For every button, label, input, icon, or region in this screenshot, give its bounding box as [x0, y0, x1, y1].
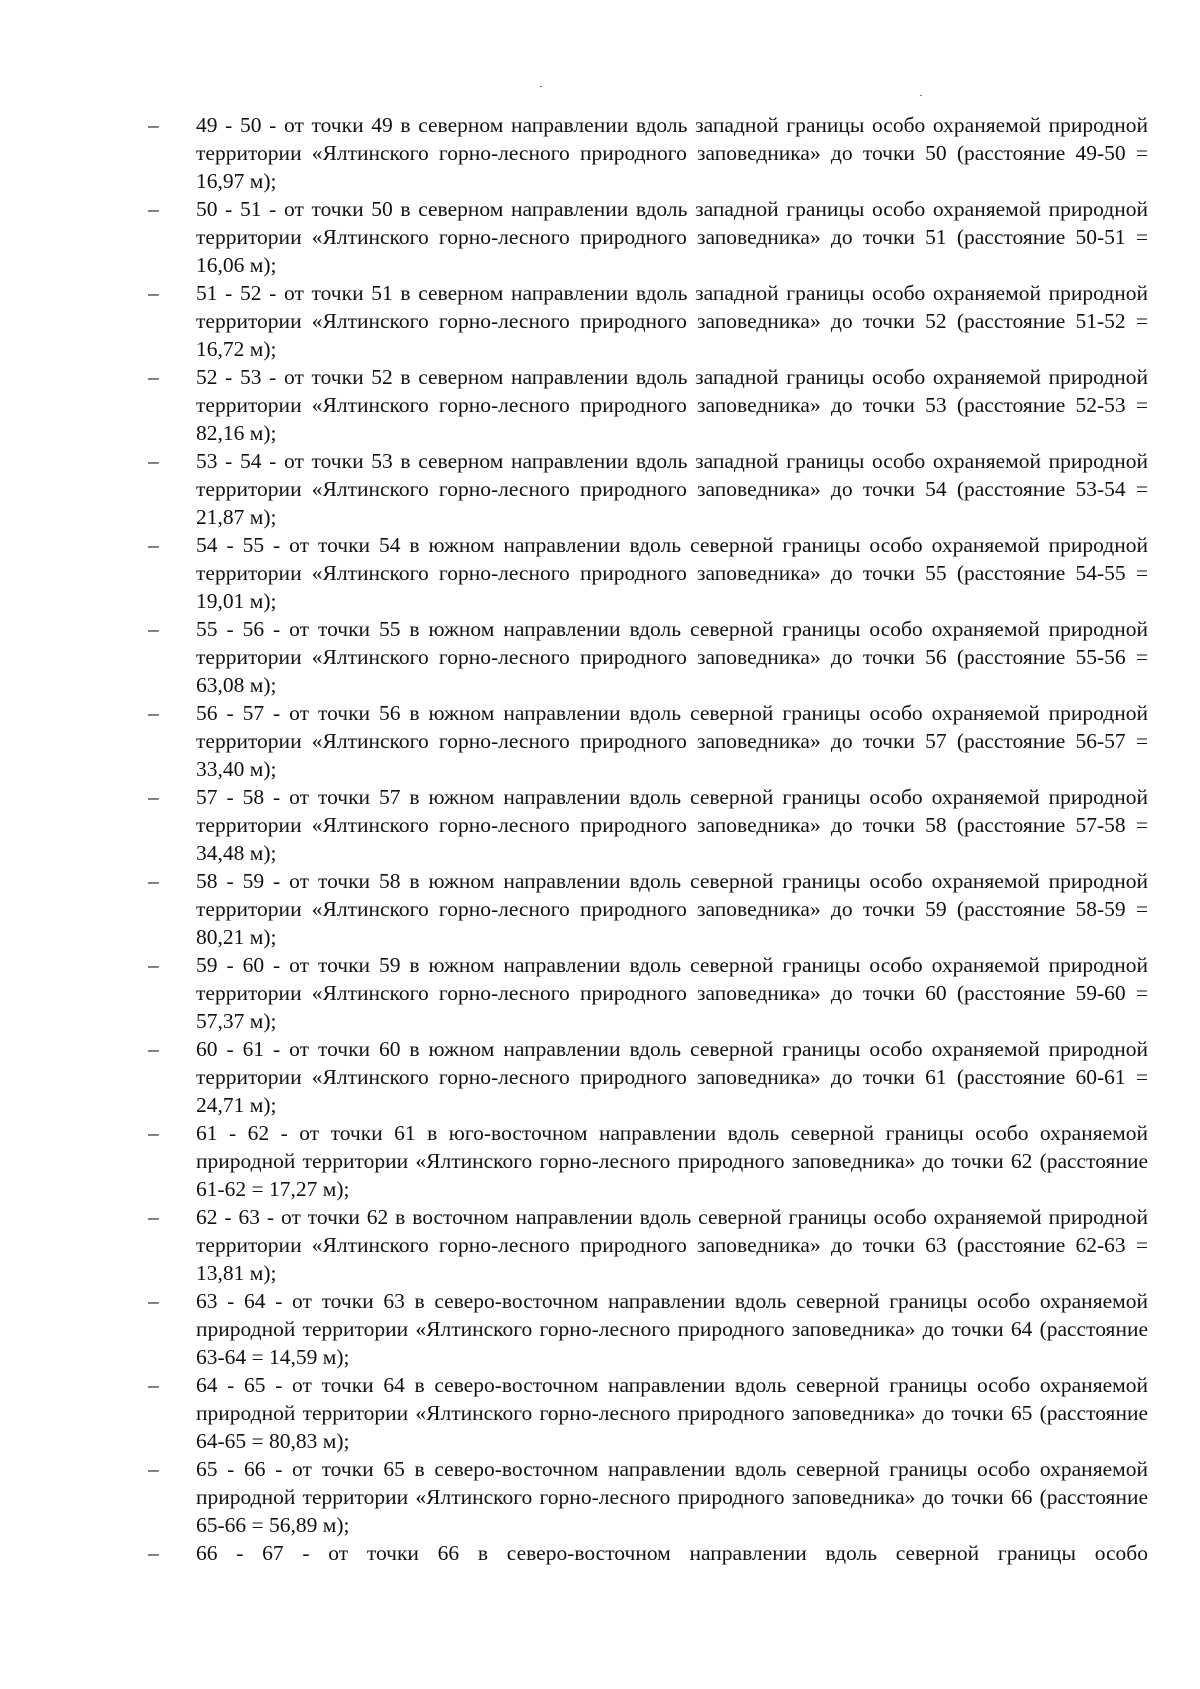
list-item: [148, 1035, 1148, 1119]
list-item-text: 52 - 53 - от точки 52 в северном направлении вдоль западной границы особо охраняемой природной территории «Ялтинского горно-лесного природного заповедника» до точки 53 (расстояние 52-53 = 82,16 м);: [196, 365, 1148, 445]
list-dash: –: [148, 1205, 159, 1229]
list-item-text: 51 - 52 - от точки 51 в северном направлении вдоль западной границы особо охраняемой природной территории «Ялтинского горно-лесного природного заповедника» до точки 52 (расстояние 51-52 = 16,72 м);: [196, 281, 1148, 361]
list-dash: –: [148, 449, 159, 473]
list-item: [148, 867, 1148, 951]
list-item-text: 66 - 67 - от точки 66 в северо-восточном направлении вдоль северной границы особо: [196, 1541, 1148, 1565]
list-dash: –: [148, 869, 159, 893]
list-item: [148, 447, 1148, 531]
boundary-description-list: [148, 111, 1148, 1567]
list-item-text: 59 - 60 - от точки 59 в южном направлении вдоль северной границы особо охраняемой природной территории «Ялтинского горно-лесного природного заповедника» до точки 60 (расстояние 59-60 = 57,37 м);: [196, 953, 1148, 1033]
list-dash: –: [148, 281, 159, 305]
list-item: [148, 1119, 1148, 1203]
list-item: [148, 279, 1148, 363]
list-item: [148, 111, 1148, 195]
list-dash: –: [148, 1121, 159, 1145]
list-item-text: 64 - 65 - от точки 64 в северо-восточном направлении вдоль северной границы особо охраняемой природной территории «Ялтинского горно-лесного природного заповедника» до точки 65 (расстояние 64-65 = 80,83 м);: [196, 1373, 1148, 1453]
list-dash: –: [148, 953, 159, 977]
list-item-text: 61 - 62 - от точки 61 в юго-восточном направлении вдоль северной границы особо охраняемой природной территории «Ялтинского горно-лесного природного заповедника» до точки 62 (расстояние 61-62 = 17,27 м);: [196, 1121, 1148, 1201]
list-item-text: 60 - 61 - от точки 60 в южном направлении вдоль северной границы особо охраняемой природной территории «Ялтинского горно-лесного природного заповедника» до точки 61 (расстояние 60-61 = 24,71 м);: [196, 1037, 1148, 1117]
list-item: [148, 951, 1148, 1035]
list-item: [148, 783, 1148, 867]
list-dash: –: [148, 113, 159, 137]
list-item: [148, 363, 1148, 447]
list-dash: –: [148, 1457, 159, 1481]
list-item: [148, 1371, 1148, 1455]
list-item-text: 49 - 50 - от точки 49 в северном направлении вдоль западной границы особо охраняемой природной территории «Ялтинского горно-лесного природного заповедника» до точки 50 (расстояние 49-50 = 16,97 м);: [196, 113, 1148, 193]
list-dash: –: [148, 785, 159, 809]
list-item-text: 58 - 59 - от точки 58 в южном направлении вдоль северной границы особо охраняемой природной территории «Ялтинского горно-лесного природного заповедника» до точки 59 (расстояние 58-59 = 80,21 м);: [196, 869, 1148, 949]
list-item-text: 54 - 55 - от точки 54 в южном направлении вдоль северной границы особо охраняемой природной территории «Ялтинского горно-лесного природного заповедника» до точки 55 (расстояние 54-55 = 19,01 м);: [196, 533, 1148, 613]
list-item: [148, 1455, 1148, 1539]
list-item: [148, 195, 1148, 279]
list-dash: –: [148, 1373, 159, 1397]
list-item-text: 62 - 63 - от точки 62 в восточном направлении вдоль северной границы особо охраняемой природной территории «Ялтинского горно-лесного природного заповедника» до точки 63 (расстояние 62-63 = 13,81 м);: [196, 1205, 1148, 1285]
list-item: [148, 1539, 1148, 1567]
list-dash: –: [148, 1037, 159, 1061]
list-item-text: 55 - 56 - от точки 55 в южном направлении вдоль северной границы особо охраняемой природной территории «Ялтинского горно-лесного природного заповедника» до точки 56 (расстояние 55-56 = 63,08 м);: [196, 617, 1148, 697]
list-item-text: 50 - 51 - от точки 50 в северном направлении вдоль западной границы особо охраняемой природной территории «Ялтинского горно-лесного природного заповедника» до точки 51 (расстояние 50-51 = 16,06 м);: [196, 197, 1148, 277]
list-item: [148, 1287, 1148, 1371]
list-dash: –: [148, 533, 159, 557]
list-item-text: 65 - 66 - от точки 65 в северо-восточном направлении вдоль северной границы особо охраняемой природной территории «Ялтинского горно-лесного природного заповедника» до точки 66 (расстояние 65-66 = 56,89 м);: [196, 1457, 1148, 1537]
list-item-text: 57 - 58 - от точки 57 в южном направлении вдоль северной границы особо охраняемой природной территории «Ялтинского горно-лесного природного заповедника» до точки 58 (расстояние 57-58 = 34,48 м);: [196, 785, 1148, 865]
list-item: [148, 531, 1148, 615]
list-item: [148, 1203, 1148, 1287]
list-item-text: 53 - 54 - от точки 53 в северном направлении вдоль западной границы особо охраняемой природной территории «Ялтинского горно-лесного природного заповедника» до точки 54 (расстояние 53-54 = 21,87 м);: [196, 449, 1148, 529]
list-dash: –: [148, 197, 159, 221]
scan-speck: [540, 86, 542, 87]
scan-speck: [920, 95, 922, 96]
list-item: [148, 615, 1148, 699]
list-dash: –: [148, 1289, 159, 1313]
list-dash: –: [148, 365, 159, 389]
list-dash: –: [148, 617, 159, 641]
list-item-text: 56 - 57 - от точки 56 в южном направлении вдоль северной границы особо охраняемой природной территории «Ялтинского горно-лесного природного заповедника» до точки 57 (расстояние 56-57 = 33,40 м);: [196, 701, 1148, 781]
list-item-text: 63 - 64 - от точки 63 в северо-восточном направлении вдоль северной границы особо охраняемой природной территории «Ялтинского горно-лесного природного заповедника» до точки 64 (расстояние 63-64 = 14,59 м);: [196, 1289, 1148, 1369]
list-dash: –: [148, 701, 159, 725]
list-item: [148, 699, 1148, 783]
list-dash: –: [148, 1541, 159, 1565]
